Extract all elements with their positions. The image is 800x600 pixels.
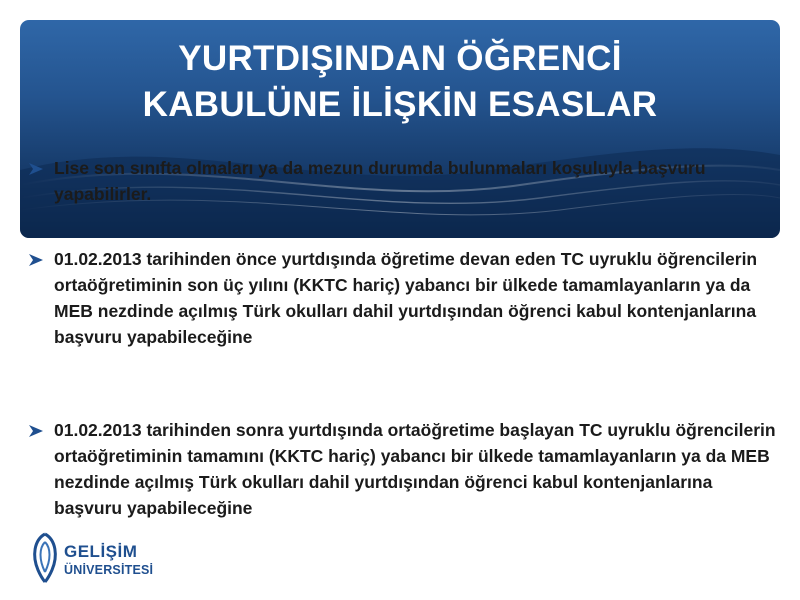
bullet-text: 01.02.2013 tarihinden önce yurtdışında öğretime devan eden TC uyruklu öğrencilerin ortaöğretiminin son üç yılını (KKTC hariç) yabancı bir ülkede tamamlayanların ya da MEB nezdinde açılmış Türk okulları dahil yurtdışından öğrenci kabul kontenjanlarına başvuru yapabileceğine <box>54 249 758 347</box>
arrow-bullet-icon <box>28 424 44 438</box>
bullet-item-2 <box>28 246 778 350</box>
logo-subtitle: ÜNİVERSİTESİ <box>64 563 154 577</box>
arrow-bullet-icon <box>28 162 44 176</box>
university-logo <box>28 530 168 586</box>
bullet-text: Lise son sınıfta olmaları ya da mezun durumda bulunmaları koşuluyla başvuru yapabilirler. <box>54 158 706 204</box>
bullet-item-3 <box>28 417 778 521</box>
slide-title <box>20 36 780 128</box>
arrow-bullet-icon <box>28 253 44 267</box>
bullet-item-1 <box>28 155 778 207</box>
university-emblem-icon <box>28 530 62 586</box>
title-line-1: YURTDIŞINDAN ÖĞRENCİ <box>178 39 622 78</box>
bullet-text: 01.02.2013 tarihinden sonra yurtdışında ortaöğretime başlayan TC uyruklu öğrencilerin ortaöğretiminin tamamını (KKTC hariç) yabancı bir ülkede tamamlayanların ya da MEB nezdinde açılmış Türk okulları dahil yurtdışından öğrenci kabul kontenjanlarına başvuru yapabileceğine <box>54 420 776 518</box>
logo-name: GELİŞİM <box>64 542 138 561</box>
title-line-2: KABULÜNE İLİŞKİN ESASLAR <box>142 85 658 124</box>
